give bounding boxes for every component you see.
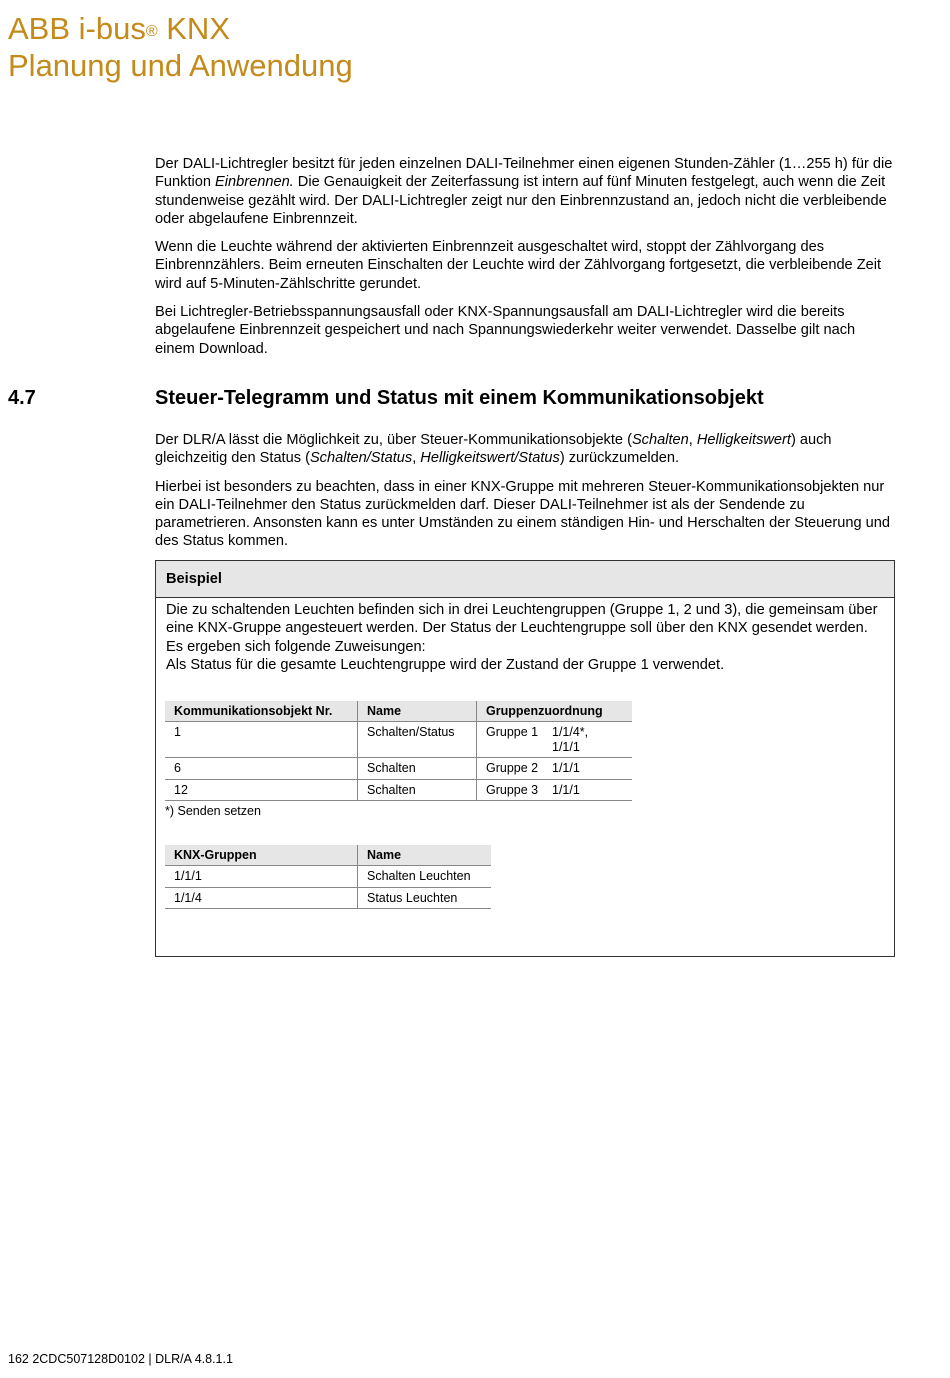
- table-row: [165, 866, 491, 888]
- table-row: [165, 779, 632, 801]
- section-text: [155, 431, 895, 561]
- table-cell: Schalten: [358, 758, 477, 780]
- column-header: Kommunikationsobjekt Nr.: [165, 701, 358, 722]
- example-paragraph-2: Als Status für die gesamte Leuchtengruppe wird der Zustand der Gruppe 1 verwendet.: [166, 656, 725, 673]
- example-heading: Beispiel: [156, 561, 894, 598]
- table-cell: 1: [165, 722, 358, 758]
- table-footnote: *) Senden setzen: [165, 804, 261, 818]
- section-title: Steuer-Telegramm und Status mit einem Kommunikationsobjekt: [155, 387, 764, 409]
- intro-text: [155, 155, 895, 368]
- section-paragraph-1: Der DLR/A lässt die Möglichkeit zu, über Steuer-Kommunikationsobjekte (Schalten, Helligkeitswert) auch gleichzeitig den Status (Schalten/Status, Helligkeitswert/Status) zurückzumelden.: [155, 432, 832, 467]
- column-header: Name: [358, 701, 477, 722]
- table-cell: Status Leuchten: [358, 887, 492, 909]
- section-paragraph-2: Hierbei ist besonders zu beachten, dass in einer KNX-Gruppe mit mehreren Steuer-Kommunikationsobjekten nur ein DALI-Teilnehmer den Status zurückmelden darf. Dieser DALI-Teilnehmer ist als der Sendende zu parametrieren. Ansonsten kann es unter Umständen zu einem ständigen Hin- und Herschalten der Steuerung und des Status kommen.: [155, 478, 890, 550]
- table-cell: 1/1/4: [165, 887, 358, 909]
- intro-paragraph-2: Wenn die Leuchte während der aktivierten Einbrennzeit ausgeschaltet wird, stoppt der Zählvorgang des Einbrennzählers. Beim erneuten Einschalten der Leuchte wird der Zählvorgang fortgesetzt, die verbleibende Zeit wird auf 5-Minuten-Zählschritte gerundet.: [155, 239, 882, 292]
- column-header: KNX-Gruppen: [165, 845, 358, 866]
- table-row: [165, 758, 632, 780]
- column-header: Name: [358, 845, 492, 866]
- example-body: [156, 598, 894, 674]
- table-row: [165, 722, 632, 758]
- table-row: [165, 887, 491, 909]
- intro-paragraph-1: Der DALI-Lichtregler besitzt für jeden einzelnen DALI-Teilnehmer einen eigenen Stunden-Zähler (1…255 h) für die Funktion Einbrennen. Die Genauigkeit der Zeiterfassung ist intern auf fünf Minuten festgelegt, auch wenn die Zeit stundenweise gezählt wird. Der DALI-Lichtregler zeigt nur den Einbrennzustand an, jedoch nicht die verbleibende oder abgelaufene Einbrennzeit.: [155, 156, 893, 227]
- knx-groups-table: [165, 845, 491, 909]
- table-cell: Gruppe 2 1/1/1: [477, 758, 633, 780]
- column-header: Gruppenzuordnung: [477, 701, 633, 722]
- intro-paragraph-3: Bei Lichtregler-Betriebsspannungsausfall oder KNX-Spannungsausfall am DALI-Lichtregler wird die bereits abgelaufene Einbrennzeit gespeichert und nach Spannungswiederkehr weiter verwendet. Dasselbe gilt nach einem Download.: [155, 304, 856, 357]
- table-cell: 12: [165, 779, 358, 801]
- document-header: [8, 10, 353, 84]
- communication-object-table: [165, 701, 632, 801]
- table-cell: Gruppe 3 1/1/1: [477, 779, 633, 801]
- section-number: 4.7: [8, 387, 36, 409]
- header-subtitle: Planung und Anwendung: [8, 48, 353, 83]
- header-title: ABB i-bus® KNX: [8, 11, 230, 46]
- table-cell: Schalten: [358, 779, 477, 801]
- table-cell: Gruppe 1 1/1/4*, 1/1/1: [477, 722, 633, 758]
- table-cell: 6: [165, 758, 358, 780]
- table-cell: 1/1/1: [165, 866, 358, 888]
- table-cell: Schalten Leuchten: [358, 866, 492, 888]
- example-paragraph-1: Die zu schaltenden Leuchten befinden sich in drei Leuchtengruppen (Gruppe 1, 2 und 3), die gemeinsam über eine KNX-Gruppe angesteuert werden. Der Status der Leuchtengruppe soll über den KNX gesendet werden. Es ergeben sich folgende Zuweisungen:: [166, 602, 878, 655]
- page-footer: 162 2CDC507128D0102 | DLR/A 4.8.1.1: [8, 1352, 233, 1366]
- table-cell: Schalten/Status: [358, 722, 477, 758]
